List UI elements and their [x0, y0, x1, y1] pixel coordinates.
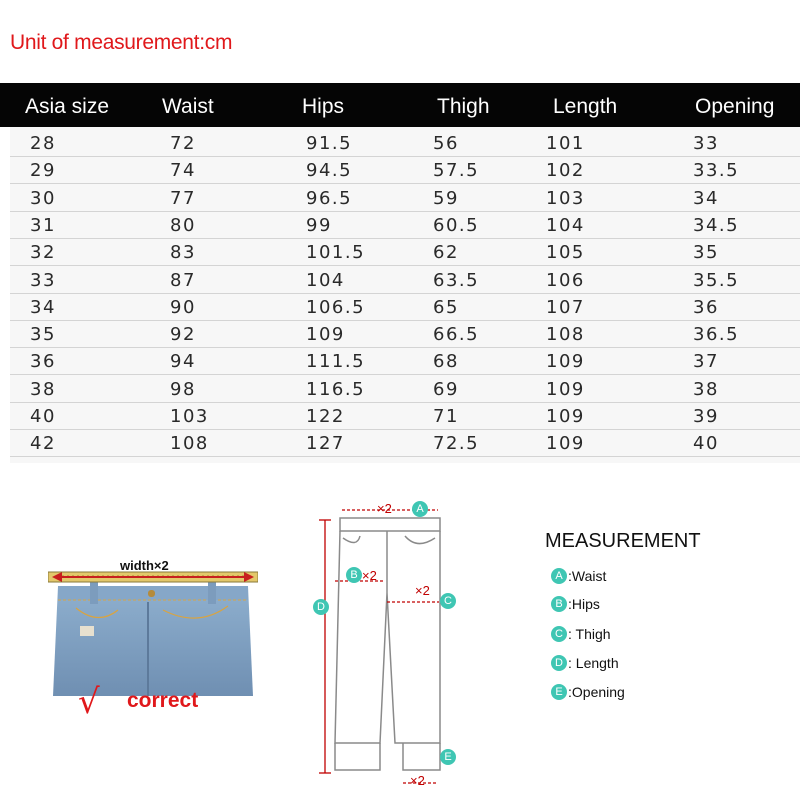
table-row [10, 403, 800, 430]
cell-waist: 83 [170, 242, 196, 264]
cell-thigh: 69 [433, 378, 459, 400]
header-length: Length [553, 95, 618, 118]
diagram-marker-d: D [313, 599, 329, 615]
table-row [10, 212, 800, 239]
cell-hips: 94.5 [306, 160, 353, 182]
cell-length: 103 [546, 187, 585, 209]
table-row [10, 157, 800, 184]
legend-label: :Hips [568, 596, 600, 612]
cell-asia-size: 38 [30, 378, 56, 400]
cell-thigh: 66.5 [433, 324, 480, 346]
cell-hips: 91.5 [306, 133, 353, 154]
header-thigh: Thigh [437, 95, 490, 118]
cell-asia-size: 33 [30, 269, 56, 291]
cell-hips: 116.5 [306, 378, 366, 400]
cell-thigh: 59 [433, 187, 459, 209]
table-row [10, 430, 800, 457]
cell-opening: 36 [693, 296, 719, 318]
cell-waist: 80 [170, 214, 196, 236]
cell-length: 109 [546, 378, 585, 400]
cell-thigh: 57.5 [433, 160, 480, 182]
cell-opening: 35.5 [693, 269, 740, 291]
legend-label: : Length [568, 655, 619, 671]
table-row [10, 185, 800, 212]
cell-thigh: 65 [433, 296, 459, 318]
header-waist: Waist [162, 95, 214, 118]
opening-times-two-label: ×2 [410, 773, 425, 788]
cell-opening: 35 [693, 242, 719, 264]
cell-asia-size: 34 [30, 296, 56, 318]
cell-hips: 122 [306, 406, 345, 427]
width-times-two-label: width×2 [120, 558, 169, 573]
header-opening: Opening [695, 95, 775, 118]
legend-label: :Waist [568, 568, 607, 584]
cell-waist: 103 [170, 406, 209, 427]
cell-opening: 40 [693, 433, 719, 455]
cell-opening: 36.5 [693, 324, 740, 346]
legend-item-b [551, 595, 600, 613]
cell-length: 104 [546, 214, 585, 236]
cell-asia-size: 29 [30, 160, 56, 182]
legend-badge: D [551, 655, 567, 671]
cell-length: 109 [546, 433, 585, 455]
cell-thigh: 63.5 [433, 269, 480, 291]
diagram-marker-e: E [440, 749, 456, 765]
cell-opening: 33 [693, 133, 719, 154]
unit-title: Unit of measurement:cm [10, 31, 233, 54]
cell-thigh: 71 [433, 406, 459, 427]
cell-hips: 109 [306, 324, 345, 346]
cell-hips: 99 [306, 214, 332, 236]
table-row [10, 348, 800, 375]
cell-asia-size: 31 [30, 214, 56, 236]
hips-times-two-label: ×2 [362, 568, 377, 583]
diagram-marker-a: A [412, 501, 428, 517]
header-asia-size: Asia size [25, 95, 110, 118]
legend-label: :Opening [568, 684, 625, 700]
cell-opening: 39 [693, 406, 719, 427]
cell-waist: 94 [170, 351, 196, 373]
cell-length: 109 [546, 406, 585, 427]
cell-opening: 34 [693, 187, 719, 209]
cell-waist: 98 [170, 378, 196, 400]
legend-item-a [551, 567, 606, 585]
legend-item-d [551, 654, 619, 672]
cell-thigh: 56 [433, 133, 459, 154]
cell-length: 109 [546, 351, 585, 373]
legend-item-e [551, 683, 625, 701]
cell-thigh: 68 [433, 351, 459, 373]
table-row [10, 130, 800, 157]
cell-thigh: 60.5 [433, 214, 480, 236]
cell-asia-size: 35 [30, 324, 56, 346]
cell-length: 106 [546, 269, 585, 291]
cell-thigh: 72.5 [433, 433, 480, 455]
legend-badge: B [551, 596, 567, 612]
cell-hips: 106.5 [306, 296, 366, 318]
cell-length: 102 [546, 160, 585, 182]
cell-waist: 108 [170, 433, 209, 455]
cell-hips: 104 [306, 269, 345, 291]
cell-asia-size: 28 [30, 133, 56, 154]
legend-badge: A [551, 568, 567, 584]
cell-waist: 74 [170, 160, 196, 182]
cell-length: 108 [546, 324, 585, 346]
cell-waist: 72 [170, 133, 196, 154]
cell-opening: 38 [693, 378, 719, 400]
cell-length: 105 [546, 242, 585, 264]
table-row [10, 267, 800, 294]
cell-hips: 127 [306, 433, 345, 455]
check-mark: √ [78, 682, 100, 722]
thigh-times-two-label: ×2 [415, 583, 430, 598]
cell-waist: 77 [170, 187, 196, 209]
cell-hips: 101.5 [306, 242, 366, 264]
row-divider [10, 456, 800, 457]
legend-badge: E [551, 684, 567, 700]
cell-length: 107 [546, 296, 585, 318]
cell-hips: 111.5 [306, 351, 366, 373]
cell-thigh: 62 [433, 242, 459, 264]
cell-asia-size: 40 [30, 406, 56, 427]
header-hips: Hips [302, 95, 345, 118]
legend-badge: C [551, 626, 567, 642]
cell-opening: 34.5 [693, 214, 740, 236]
cell-asia-size: 36 [30, 351, 56, 373]
cell-asia-size: 32 [30, 242, 56, 264]
table-header-bar [0, 83, 800, 127]
table-row [10, 321, 800, 348]
legend-item-c [551, 625, 611, 643]
measurement-title: MEASUREMENT [545, 530, 701, 552]
diagram-marker-b: B [346, 567, 362, 583]
cell-opening: 37 [693, 351, 719, 373]
table-row [10, 376, 800, 403]
table-row [10, 294, 800, 321]
correct-label: correct [127, 689, 199, 712]
waist-times-two-label: ×2 [377, 501, 392, 516]
cell-length: 101 [546, 133, 585, 154]
cell-hips: 96.5 [306, 187, 353, 209]
table-row [10, 239, 800, 266]
cell-asia-size: 30 [30, 187, 56, 209]
cell-opening: 33.5 [693, 160, 740, 182]
cell-asia-size: 42 [30, 433, 56, 455]
cell-waist: 87 [170, 269, 196, 291]
cell-waist: 90 [170, 296, 196, 318]
cell-waist: 92 [170, 324, 196, 346]
diagram-marker-c: C [440, 593, 456, 609]
legend-label: : Thigh [568, 626, 611, 642]
